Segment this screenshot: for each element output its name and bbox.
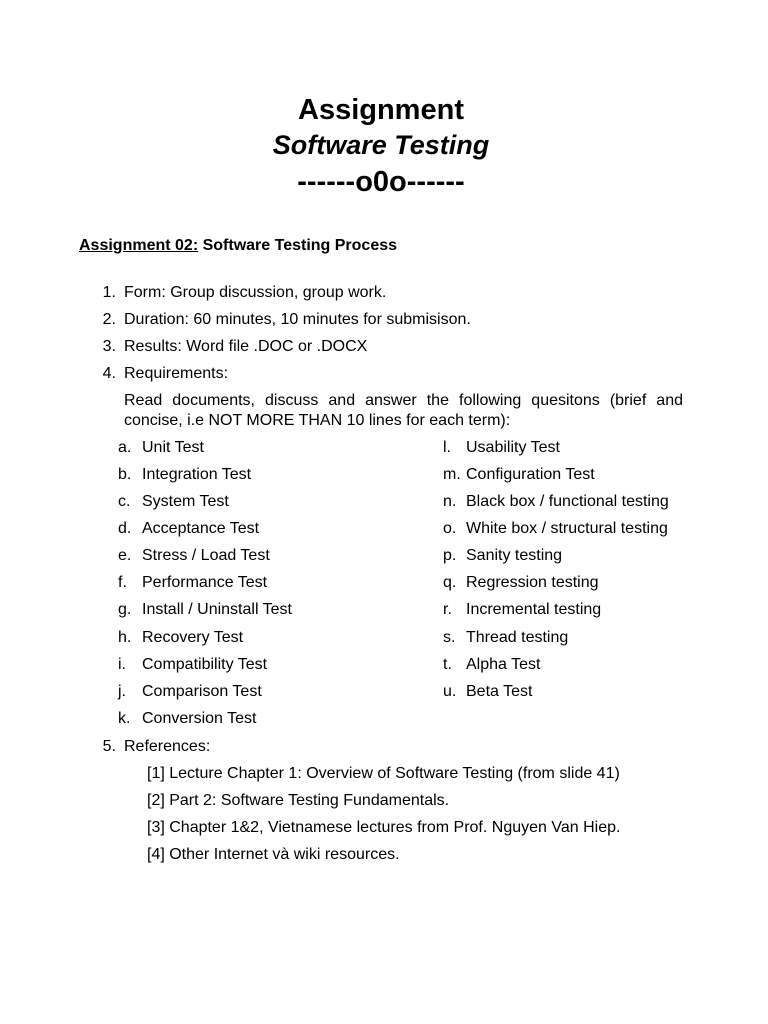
test-letter: k. (118, 710, 131, 727)
assignment-heading (79, 236, 397, 256)
test-letter: a. (118, 439, 132, 456)
test-item: Stress / Load Test (142, 547, 270, 564)
test-item: Alpha Test (466, 656, 541, 673)
reference-item: [3] Chapter 1&2, Vietnamese lectures from Prof. Nguyen Van Hiep. (147, 819, 621, 836)
assignment-topic: Software Testing Process (198, 237, 398, 254)
test-item: Usability Test (466, 439, 560, 456)
list-item-duration: Duration: 60 minutes, 10 minutes for submisison. (124, 311, 471, 328)
test-letter: t. (443, 656, 452, 673)
test-item: Install / Uninstall Test (142, 601, 292, 618)
document-title: Assignment (298, 94, 464, 126)
test-letter: p. (443, 547, 457, 564)
test-letter: c. (118, 493, 131, 510)
test-letter: f. (118, 574, 127, 591)
test-letter: g. (118, 601, 132, 618)
test-item: Integration Test (142, 466, 252, 483)
test-letter: l. (443, 439, 451, 456)
test-item: Regression testing (466, 574, 599, 591)
reference-item: [2] Part 2: Software Testing Fundamentals. (147, 792, 450, 809)
document-subtitle: Software Testing (272, 130, 490, 160)
list-item-number: 3. (102, 338, 116, 355)
title-separator: ------o0o------ (297, 166, 465, 198)
test-letter: u. (443, 683, 457, 700)
assignment-label: Assignment 02: (79, 237, 199, 254)
test-item: Conversion Test (142, 710, 257, 727)
test-item: Performance Test (142, 574, 268, 591)
list-item-number: 2. (102, 311, 116, 328)
test-letter: b. (118, 466, 132, 483)
test-item: Comparison Test (142, 683, 262, 700)
test-item: Beta Test (466, 683, 533, 700)
reference-item: [4] Other Internet và wiki resources. (147, 846, 400, 863)
test-item: Acceptance Test (142, 520, 260, 537)
test-letter: m. (443, 466, 461, 483)
test-letter: e. (118, 547, 132, 564)
test-letter: j. (118, 683, 126, 700)
test-item: Incremental testing (466, 601, 602, 618)
test-item: Unit Test (142, 439, 204, 456)
test-letter: q. (443, 574, 457, 591)
test-letter: i. (118, 656, 126, 673)
list-item-results: Results: Word file .DOC or .DOCX (124, 338, 368, 355)
list-item-number: 5. (102, 738, 116, 755)
test-letter: n. (443, 493, 457, 510)
requirements-paragraph: Read documents, discuss and answer the following quesitons (brief and concise, i.e NOT MORE THAN 10 lines for each term): (124, 392, 683, 429)
test-letter: r. (443, 601, 452, 618)
list-item-form: Form: Group discussion, group work. (124, 284, 387, 301)
test-item: System Test (142, 493, 229, 510)
test-letter: o. (443, 520, 457, 537)
test-item: Thread testing (466, 629, 569, 646)
test-item: Black box / functional testing (466, 493, 669, 510)
reference-item: [1] Lecture Chapter 1: Overview of Software Testing (from slide 41) (147, 765, 620, 782)
test-letter: s. (443, 629, 456, 646)
test-item: Sanity testing (466, 547, 563, 564)
list-item-references: References: (124, 738, 211, 755)
test-letter: d. (118, 520, 132, 537)
test-letter: h. (118, 629, 132, 646)
test-item: Compatibility Test (142, 656, 268, 673)
list-item-number: 1. (102, 284, 116, 301)
test-item: Recovery Test (142, 629, 244, 646)
list-item-number: 4. (102, 365, 116, 382)
test-item: White box / structural testing (466, 520, 668, 537)
test-item: Configuration Test (466, 466, 595, 483)
list-item-requirements: Requirements: (124, 365, 229, 382)
